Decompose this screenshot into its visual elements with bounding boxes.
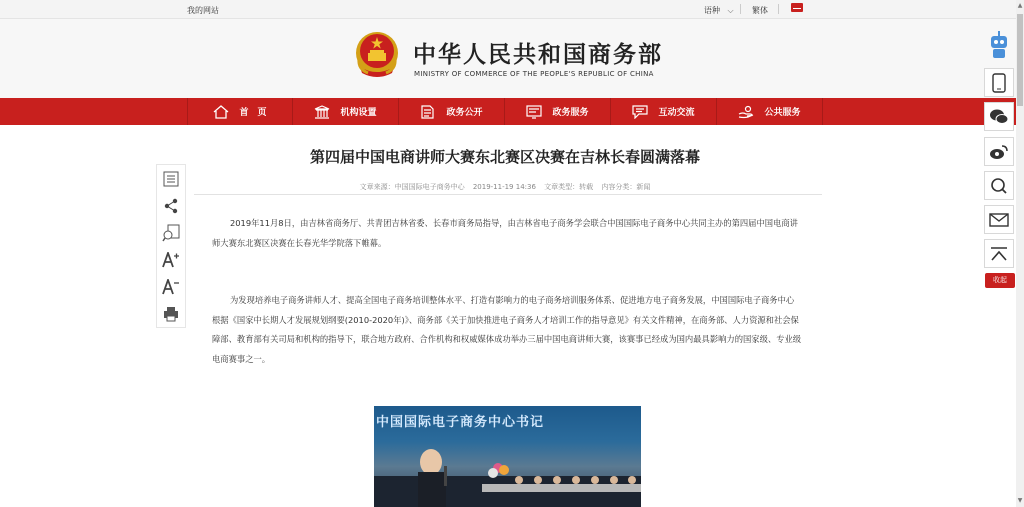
collapse-button[interactable]: 收起 [985,273,1015,288]
scroll-down-arrow-icon[interactable]: ▼ [1017,497,1023,504]
mail-icon[interactable] [791,3,803,12]
site-subtitle: MINISTRY OF COMMERCE OF THE PEOPLE'S REPUBLIC OF CHINA [414,70,654,78]
arrow-up-icon [989,246,1009,262]
divider [740,4,741,14]
national-emblem-logo[interactable] [354,29,400,79]
nav-item-label: 机构设置 [340,108,377,118]
document-icon [420,105,436,119]
site-header [0,19,1016,98]
chevron-down-icon: ⌵ [727,6,734,15]
nav-item-organization[interactable] [293,98,399,125]
article-paragraph: 为发现培养电子商务讲师人才、提高全国电子商务培训整体水平、打造有影响力的电子商务培训服务体系、促进地方电子商务发展，中国国际电子商务中心根据《国家中长期人才发展规划纲要(2010-2020年)》、商务部《关于加快推进电子商务人才培训工作的指导意见》有关文件精神，在商务部、人力资源和社会保障部、教育部有关司局和机构的指导下，联合地方政府、合作机构和权威媒体成功举办三届中国电商讲师大赛，该赛事已经成为国内最具影响力的国家级、专业级电商赛事之一。 [212,295,802,364]
font-decrease-button[interactable] [157,273,185,300]
nav-item-services[interactable] [505,98,611,125]
share-icon [163,198,179,214]
magnify-icon [162,224,180,242]
view-button[interactable] [157,219,185,246]
catalog-button[interactable] [157,165,185,192]
divider [778,4,779,14]
main-navigation [0,98,1016,125]
site-title[interactable]: 中华人民共和国商务部 [413,42,663,68]
mobile-phone-icon [992,73,1006,93]
article-meta [187,182,823,192]
service-icon [526,105,542,119]
nav-item-interaction[interactable] [611,98,717,125]
nav-item-label: 互动交流 [658,108,695,118]
article-source: 文章来源：中国国际电子商务中心 [359,183,465,191]
photo-scene [374,406,641,507]
scroll-up-arrow-icon[interactable]: ▲ [1017,2,1023,9]
traditional-chinese-link[interactable]: 繁体 [752,6,768,15]
hand-icon [738,105,754,119]
nav-item-label: 政务服务 [552,108,589,118]
font-increase-button[interactable] [157,246,185,273]
wechat-button[interactable] [984,102,1014,131]
mobile-button[interactable] [984,68,1014,97]
my-site-link[interactable]: 我的网站 [187,6,219,15]
nav-item-label: 政务公开 [446,108,483,118]
article-photo [374,406,641,507]
font-increase-icon [162,252,180,268]
list-icon [163,171,179,187]
article-tools [156,164,186,328]
font-decrease-icon [162,279,180,295]
article-paragraph: 2019年11月8日，由吉林省商务厅、共青团吉林省委、长春市商务局指导，由吉林省电子商务学会联合中国国际电子商务中心共同主办的第四届中国电商讲师大赛东北赛区决赛在长春光华学院落下帷幕。 [212,218,798,248]
nav-item-label: 首 页 [239,108,267,118]
search-icon [990,177,1008,195]
top-utility-bar [0,0,1016,19]
share-button[interactable] [157,192,185,219]
chat-icon [632,105,648,119]
robot-assistant-button[interactable] [984,30,1014,59]
article-type: 文章类型：转载 [544,183,594,191]
article-category: 内容分类：新闻 [601,183,651,191]
nav-item-home[interactable] [187,98,293,125]
title-divider [194,194,822,195]
nav-item-public-services[interactable] [717,98,823,125]
home-icon [213,105,229,119]
photo-banner-text: 中国国际电子商务中心书记 [376,415,545,430]
article-date: 2019-11-19 14:36 [472,183,536,191]
weibo-button[interactable] [984,137,1014,166]
envelope-icon [989,213,1009,227]
building-icon [314,105,330,119]
email-button[interactable] [984,205,1014,234]
robot-icon [988,30,1010,60]
printer-icon [163,306,179,322]
nav-item-label: 公共服务 [764,108,801,118]
nav-item-disclosure[interactable] [399,98,505,125]
scrollbar-thumb[interactable] [1017,14,1023,106]
article-title: 第四届中国电商讲师大赛东北赛区决赛在吉林长春圆满落幕 [309,148,700,166]
search-button[interactable] [984,171,1014,200]
print-button[interactable] [157,300,185,327]
language-label: 语种 [704,6,720,15]
back-to-top-button[interactable] [984,239,1014,268]
language-dropdown[interactable] [704,5,734,16]
wechat-icon [989,108,1009,126]
weibo-icon [989,143,1009,161]
